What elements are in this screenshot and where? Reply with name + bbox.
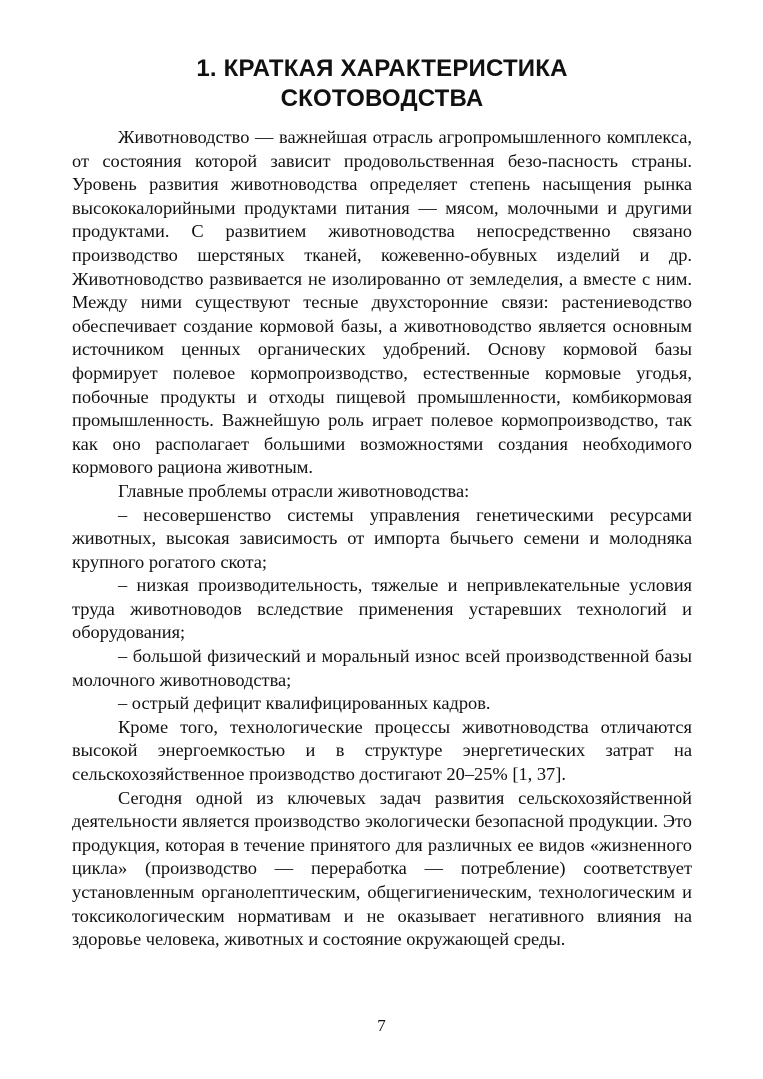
body-text [72, 126, 692, 952]
paragraph-energy: Кроме того, технологические процессы животноводства отличаются высокой энергоемкостью и в структуре энергетических затрат на сельскохозяйственное производство достигают 20–25% [1, 37]. [72, 716, 692, 785]
page-title [72, 54, 692, 114]
paragraph-ecology: Сегодня одной из ключевых задач развития сельскохозяйственной деятельности является производство экологически безопасной продукции. Это продукция, которая в течение принятого для различных ее видов «жизненного цикла» (производство — переработка — потребление) соответствует установленным органолептическим, общегигиеническим, технологическим и токсикологическим нормативам и не оказывает негативного влияния на здоровье человека, животных и состояние окружающей среды. [72, 787, 692, 950]
list-item-equipment-wear: – большой физический и моральный износ всей производственной базы молочного животноводства; [72, 646, 692, 690]
list-item-low-productivity: – низкая производительность, тяжелые и непривлекательные условия труда животноводов вследствие применения устаревших технологий и оборудования; [72, 575, 692, 643]
list-item-genetic-resources: – несовершенство системы управления генетическими ресурсами животных, высокая зависимость от импорта бычьего семени и молодняка крупного рогатого скота; [72, 504, 692, 572]
title-line-2: СКОТОВОДСТВА [280, 85, 484, 112]
list-item-staff-shortage: – острый дефицит квалифицированных кадров. [118, 693, 491, 714]
title-line-1: 1. КРАТКАЯ ХАРАКТЕРИСТИКА [196, 55, 568, 82]
paragraph-intro: Животноводство — важнейшая отрасль агропромышленного комплекса, от состояния которой зависит продовольственная безо-пасность страны. Уровень развития животноводства определяет степень насыщения рынка высококалорийными продуктами питания — мясом, молочными и другими продуктами. С развитием животноводства непосредственно связано производство шерстяных тканей, кожевенно-обувных изделий и др. Животноводство развивается не изолированно от земледелия, а вместе с ним. Между ними существуют тесные двухсторонние связи: растениеводство обеспечивает создание кормовой базы, а животноводство является основным источником ценных органических удобрений. Основу кормовой базы формирует полевое кормопроизводство, естественные кормовые угодья, побочные продукты и отходы пищевой промышленности, комбикормовая промышленность. Важнейшую роль играет полевое кормопроизводство, так как оно располагает большими возможностями создания необходимого кормового рациона животным. [72, 127, 692, 478]
document-page [72, 54, 692, 952]
paragraph-problems-heading: Главные проблемы отрасли животноводства: [118, 480, 470, 501]
page-number: 7 [377, 1016, 386, 1035]
